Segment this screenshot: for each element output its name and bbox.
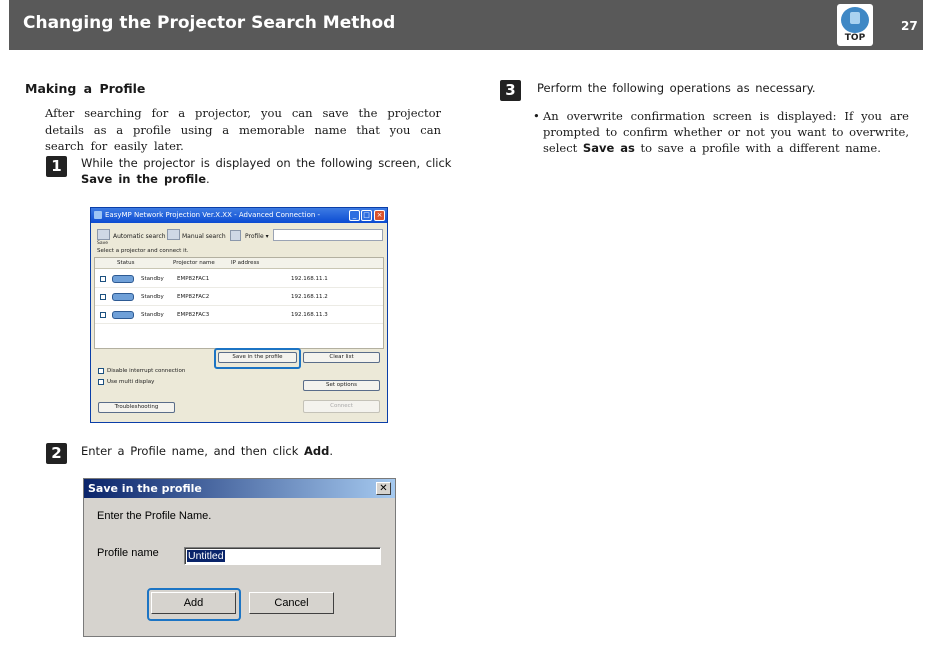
page-number: 27 [901,19,918,33]
minimize-icon[interactable]: _ [349,210,360,221]
page-header [9,0,923,50]
window-title: EasyMP Network Projection Ver.X.XX - Advanced Connection - [105,211,321,219]
globe-icon [841,7,869,33]
step-3-text-a: Perform the following operations as necessary. [537,81,816,95]
row-checkbox[interactable] [100,276,106,282]
step-number-2: 2 [46,443,67,464]
manual-search-icon[interactable] [167,229,180,240]
window-titlebar [91,208,387,223]
row-status: Standby [141,312,164,318]
row-checkbox[interactable] [100,312,106,318]
troubleshooting-button[interactable]: Troubleshooting [98,402,175,413]
profile-label: Profile [245,233,264,240]
col-projector-name[interactable]: Projector name [173,260,215,266]
col-ip-address[interactable]: IP address [231,260,260,266]
maximize-icon[interactable]: □ [361,210,372,221]
bullet-icon: • [533,109,540,123]
step-number-3: 3 [500,80,521,101]
top-link-icon[interactable] [837,4,873,46]
clear-list-button[interactable]: Clear list [303,352,380,363]
bullet-text [533,108,909,156]
profile-field[interactable] [273,229,383,241]
step-1-text-a: While the projector is displayed on the following screen, click [81,156,452,170]
table-row[interactable] [95,288,383,306]
set-options-button[interactable]: Set options [303,380,380,391]
save-profile-dialog [83,478,396,637]
row-checkbox[interactable] [100,294,106,300]
section-heading: Making a Profile [25,81,146,96]
bullet-text-a: An overwrite confirmation screen is displayed: If you are prompted to confirm whether or not you want to overwrite, select [543,109,909,155]
profile-icon[interactable] [230,230,241,241]
add-button[interactable]: Add [151,592,236,614]
row-name: EMP82FAC1 [177,276,210,282]
instruction-text: Select a projector and connect it. [97,248,189,254]
multi-display-label: Use multi display [107,379,155,385]
toolbar-save-caption: Save [97,241,109,246]
projector-icon [112,311,134,319]
row-status: Standby [141,276,164,282]
profile-name-field[interactable] [184,547,381,565]
step-3-text [537,80,917,96]
automatic-search-button[interactable]: Automatic search [113,233,166,240]
profile-button[interactable]: Profile ▾ [245,233,269,240]
list-header [95,258,383,269]
bullet-text-b: to save a profile with a different name. [634,141,881,155]
step-1-text [81,155,455,187]
connect-button[interactable]: Connect [303,400,380,413]
app-icon [94,211,102,219]
dialog-prompt: Enter the Profile Name. [97,510,212,522]
table-row[interactable] [95,270,383,288]
bullet-bold: Save as [582,141,635,155]
top-label: TOP [844,33,866,43]
close-icon[interactable]: × [374,210,385,221]
step-2-text-b: . [329,444,334,458]
step-1-text-b: . [206,172,210,186]
projector-icon [112,293,134,301]
manual-search-button[interactable]: Manual search [182,233,226,240]
easymp-window [90,207,388,423]
profile-name-label: Profile name [97,547,159,559]
row-status: Standby [141,294,164,300]
step-number-1: 1 [46,156,67,177]
disable-interrupt-checkbox[interactable] [98,368,104,374]
automatic-search-icon[interactable] [97,229,110,240]
page-title: Changing the Projector Search Method [23,13,396,33]
row-ip: 192.168.11.3 [291,312,328,318]
projector-icon [112,275,134,283]
projector-list [94,257,384,349]
step-2-text [81,443,461,459]
list-item [533,108,909,156]
disable-interrupt-label: Disable interrupt connection [107,368,186,374]
step-2-text-a: Enter a Profile name, and then click [81,444,305,458]
close-icon[interactable]: ✕ [376,482,391,495]
row-ip: 192.168.11.2 [291,294,328,300]
step-1-bold: Save in the profile [81,172,207,186]
row-name: EMP82FAC3 [177,312,210,318]
intro-paragraph: After searching for a projector, you can save the projector details as a profile using a memorable name that you can search for easily later. [45,106,441,153]
row-ip: 192.168.11.1 [291,276,328,282]
table-row[interactable] [95,306,383,324]
step-2-bold: Add [304,444,330,458]
col-status[interactable]: Status [117,260,135,266]
multi-display-checkbox[interactable] [98,379,104,385]
row-name: EMP82FAC2 [177,294,210,300]
save-in-profile-button[interactable]: Save in the profile [218,352,297,363]
dialog-title: Save in the profile [88,482,202,495]
dialog-titlebar [84,479,395,498]
profile-name-value: Untitled [188,550,224,562]
cancel-button[interactable]: Cancel [249,592,334,614]
